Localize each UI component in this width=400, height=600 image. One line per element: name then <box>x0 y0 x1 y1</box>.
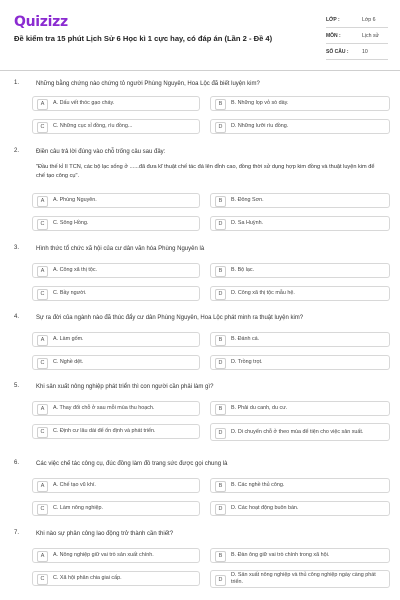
option-letter: B <box>215 404 226 415</box>
option-text: C. Xã hội phân chia giai cấp. <box>53 575 122 581</box>
question-number: 2. <box>14 148 20 154</box>
option-letter: D <box>215 428 226 439</box>
option-letter: C <box>37 504 48 515</box>
option-text: D. Sản xuất nông nghiệp và thủ công nghiệp ngày càng phát triển. <box>231 572 376 585</box>
option-text: D. Các hoạt động buôn bán. <box>231 505 299 511</box>
header-divider <box>0 70 400 71</box>
option-text: C. Bầy người. <box>53 290 87 296</box>
option-letter: D <box>215 504 226 515</box>
option-text: A. Dấu vết thóc gạo cháy. <box>53 100 115 106</box>
option-letter: C <box>37 289 48 300</box>
option-text: A. Thay đổi chỗ ở sau mỗi mùa thu hoạch. <box>53 405 155 411</box>
option-text: D. Sa Huỳnh. <box>231 220 264 226</box>
option-text: B. Bộ lạc. <box>231 267 255 273</box>
option-b[interactable] <box>210 263 390 278</box>
question-number: 1. <box>14 80 20 86</box>
option-b[interactable] <box>210 96 390 111</box>
option-text: D. Công xã thị tộc mẫu hệ. <box>231 290 295 296</box>
meta-label: LỚP : <box>326 16 340 23</box>
option-b[interactable] <box>210 193 390 208</box>
option-a[interactable] <box>32 548 200 563</box>
option-a[interactable] <box>32 401 200 416</box>
option-text: B. Phải du canh, du cư. <box>231 405 288 411</box>
question-number: 3. <box>14 245 20 251</box>
option-text: D. Di chuyển chỗ ở theo mùa để tiện cho việc sản xuất. <box>231 428 364 435</box>
option-letter: C <box>37 574 48 585</box>
option-letter: D <box>215 358 226 369</box>
option-c[interactable] <box>32 119 200 134</box>
option-text: D. Trồng trọt. <box>231 359 263 365</box>
option-c[interactable] <box>32 286 200 301</box>
option-letter: A <box>37 335 48 346</box>
quizizz-logo: Quizizz <box>14 14 68 30</box>
question-text: Hình thức tổ chức xã hội của cư dân văn hóa Phùng Nguyên là <box>36 246 205 252</box>
option-text: C. Sông Hồng. <box>53 220 89 226</box>
question-text: Các việc chế tác công cụ, đúc đồng làm đồ trang sức được gọi chung là <box>36 461 228 467</box>
option-text: D. Những lưỡi rìu đồng. <box>231 123 289 129</box>
option-letter: B <box>215 99 226 110</box>
question-number: 5. <box>14 383 20 389</box>
question-text: Điền câu trả lời đúng vào chỗ trống câu sau đây: <box>36 149 166 155</box>
option-text: A. Làm gốm. <box>53 336 84 342</box>
option-letter: C <box>37 122 48 133</box>
question-text: Sự ra đời của ngành nào đã thúc đẩy cư dân Phùng Nguyên, Hoa Lộc phát minh ra thuật luyện kim? <box>36 315 304 321</box>
option-a[interactable] <box>32 263 200 278</box>
option-letter: D <box>215 575 226 586</box>
option-b[interactable] <box>210 401 390 416</box>
option-a[interactable] <box>32 96 200 111</box>
meta-label: SỐ CÂU : <box>326 48 349 55</box>
option-letter: A <box>37 99 48 110</box>
question-number: 4. <box>14 314 20 320</box>
option-letter: B <box>215 196 226 207</box>
question-text: Khi sản xuất nông nghiệp phát triển thì con người cần phải làm gì? <box>36 384 214 390</box>
option-letter: A <box>37 481 48 492</box>
option-c[interactable] <box>32 216 200 231</box>
option-letter: B <box>215 551 226 562</box>
option-letter: A <box>37 551 48 562</box>
meta-value: Lịch sử <box>362 32 380 39</box>
option-d[interactable] <box>210 216 390 231</box>
meta-row-subject <box>326 28 388 44</box>
option-b[interactable] <box>210 332 390 347</box>
option-text: A. Công xã thị tộc. <box>53 267 98 273</box>
option-letter: A <box>37 404 48 415</box>
option-text: A. Chế tạo vũ khí. <box>53 482 96 488</box>
option-text: B. Đánh cá. <box>231 336 260 342</box>
option-text: C. Nghề dệt. <box>53 359 84 365</box>
option-letter: C <box>37 358 48 369</box>
option-d[interactable] <box>210 286 390 301</box>
meta-table <box>326 12 388 60</box>
meta-value: 10 <box>362 48 368 55</box>
question-passage: "Đầu thế kỉ II TCN, các bộ lạc sống ở ......đã đưa kĩ thuật chế tác đá lên đỉnh cao, đồng thời sử dụng hợp kim đồng và thuật luyện kim để chế tạo công cụ". <box>36 164 375 179</box>
option-d[interactable] <box>210 119 390 134</box>
option-text: B. Các nghề thủ công. <box>231 482 285 488</box>
option-letter: C <box>37 427 48 438</box>
option-letter: A <box>37 196 48 207</box>
option-text: C. Định cư lâu dài để ổn định và phát triển. <box>53 428 156 434</box>
meta-label: MÔN : <box>326 32 341 39</box>
option-text: B. Đông Sơn. <box>231 197 264 203</box>
option-letter: B <box>215 335 226 346</box>
option-c[interactable] <box>32 355 200 370</box>
option-a[interactable] <box>32 332 200 347</box>
option-text: C. Làm nông nghiệp. <box>53 505 104 511</box>
option-letter: C <box>37 219 48 230</box>
option-b[interactable] <box>210 478 390 493</box>
option-text: A. Nông nghiệp giữ vai trò sản xuất chính. <box>53 552 154 558</box>
option-c[interactable] <box>32 501 200 516</box>
option-a[interactable] <box>32 193 200 208</box>
question-text: Những bằng chứng nào chứng tỏ người Phùng Nguyên, Hoa Lộc đã biết luyện kim? <box>36 81 260 87</box>
option-d[interactable] <box>210 423 390 441</box>
option-letter: B <box>215 481 226 492</box>
option-letter: D <box>215 219 226 230</box>
option-text: C. Những cục xỉ đồng, rìu đồng... <box>53 123 133 129</box>
document-header <box>0 0 400 68</box>
option-d[interactable] <box>210 355 390 370</box>
option-d[interactable] <box>210 501 390 516</box>
option-letter: D <box>215 122 226 133</box>
option-c[interactable] <box>32 571 200 586</box>
option-d[interactable] <box>210 570 390 588</box>
option-letter: D <box>215 289 226 300</box>
question-number: 7. <box>14 530 20 536</box>
document-title: Đề kiểm tra 15 phút Lịch Sử 6 Học kì 1 cực hay, có đáp án (Lần 2 - Đề 4) <box>14 34 273 43</box>
option-text: B. Những lọp vỏ sò dày. <box>231 100 289 106</box>
option-c[interactable] <box>32 424 200 439</box>
meta-value: Lớp 6 <box>362 16 376 23</box>
meta-row-count <box>326 44 388 60</box>
option-text: B. Đàn ông giữ vai trò chính trong xã hội. <box>231 552 330 558</box>
option-letter: B <box>215 266 226 277</box>
question-text: Khi nào sự phân công lao động trở thành cần thiết? <box>36 531 174 537</box>
option-letter: A <box>37 266 48 277</box>
meta-row-class <box>326 12 388 28</box>
question-number: 6. <box>14 460 20 466</box>
option-a[interactable] <box>32 478 200 493</box>
option-b[interactable] <box>210 548 390 563</box>
option-text: A. Phùng Nguyên. <box>53 197 97 203</box>
